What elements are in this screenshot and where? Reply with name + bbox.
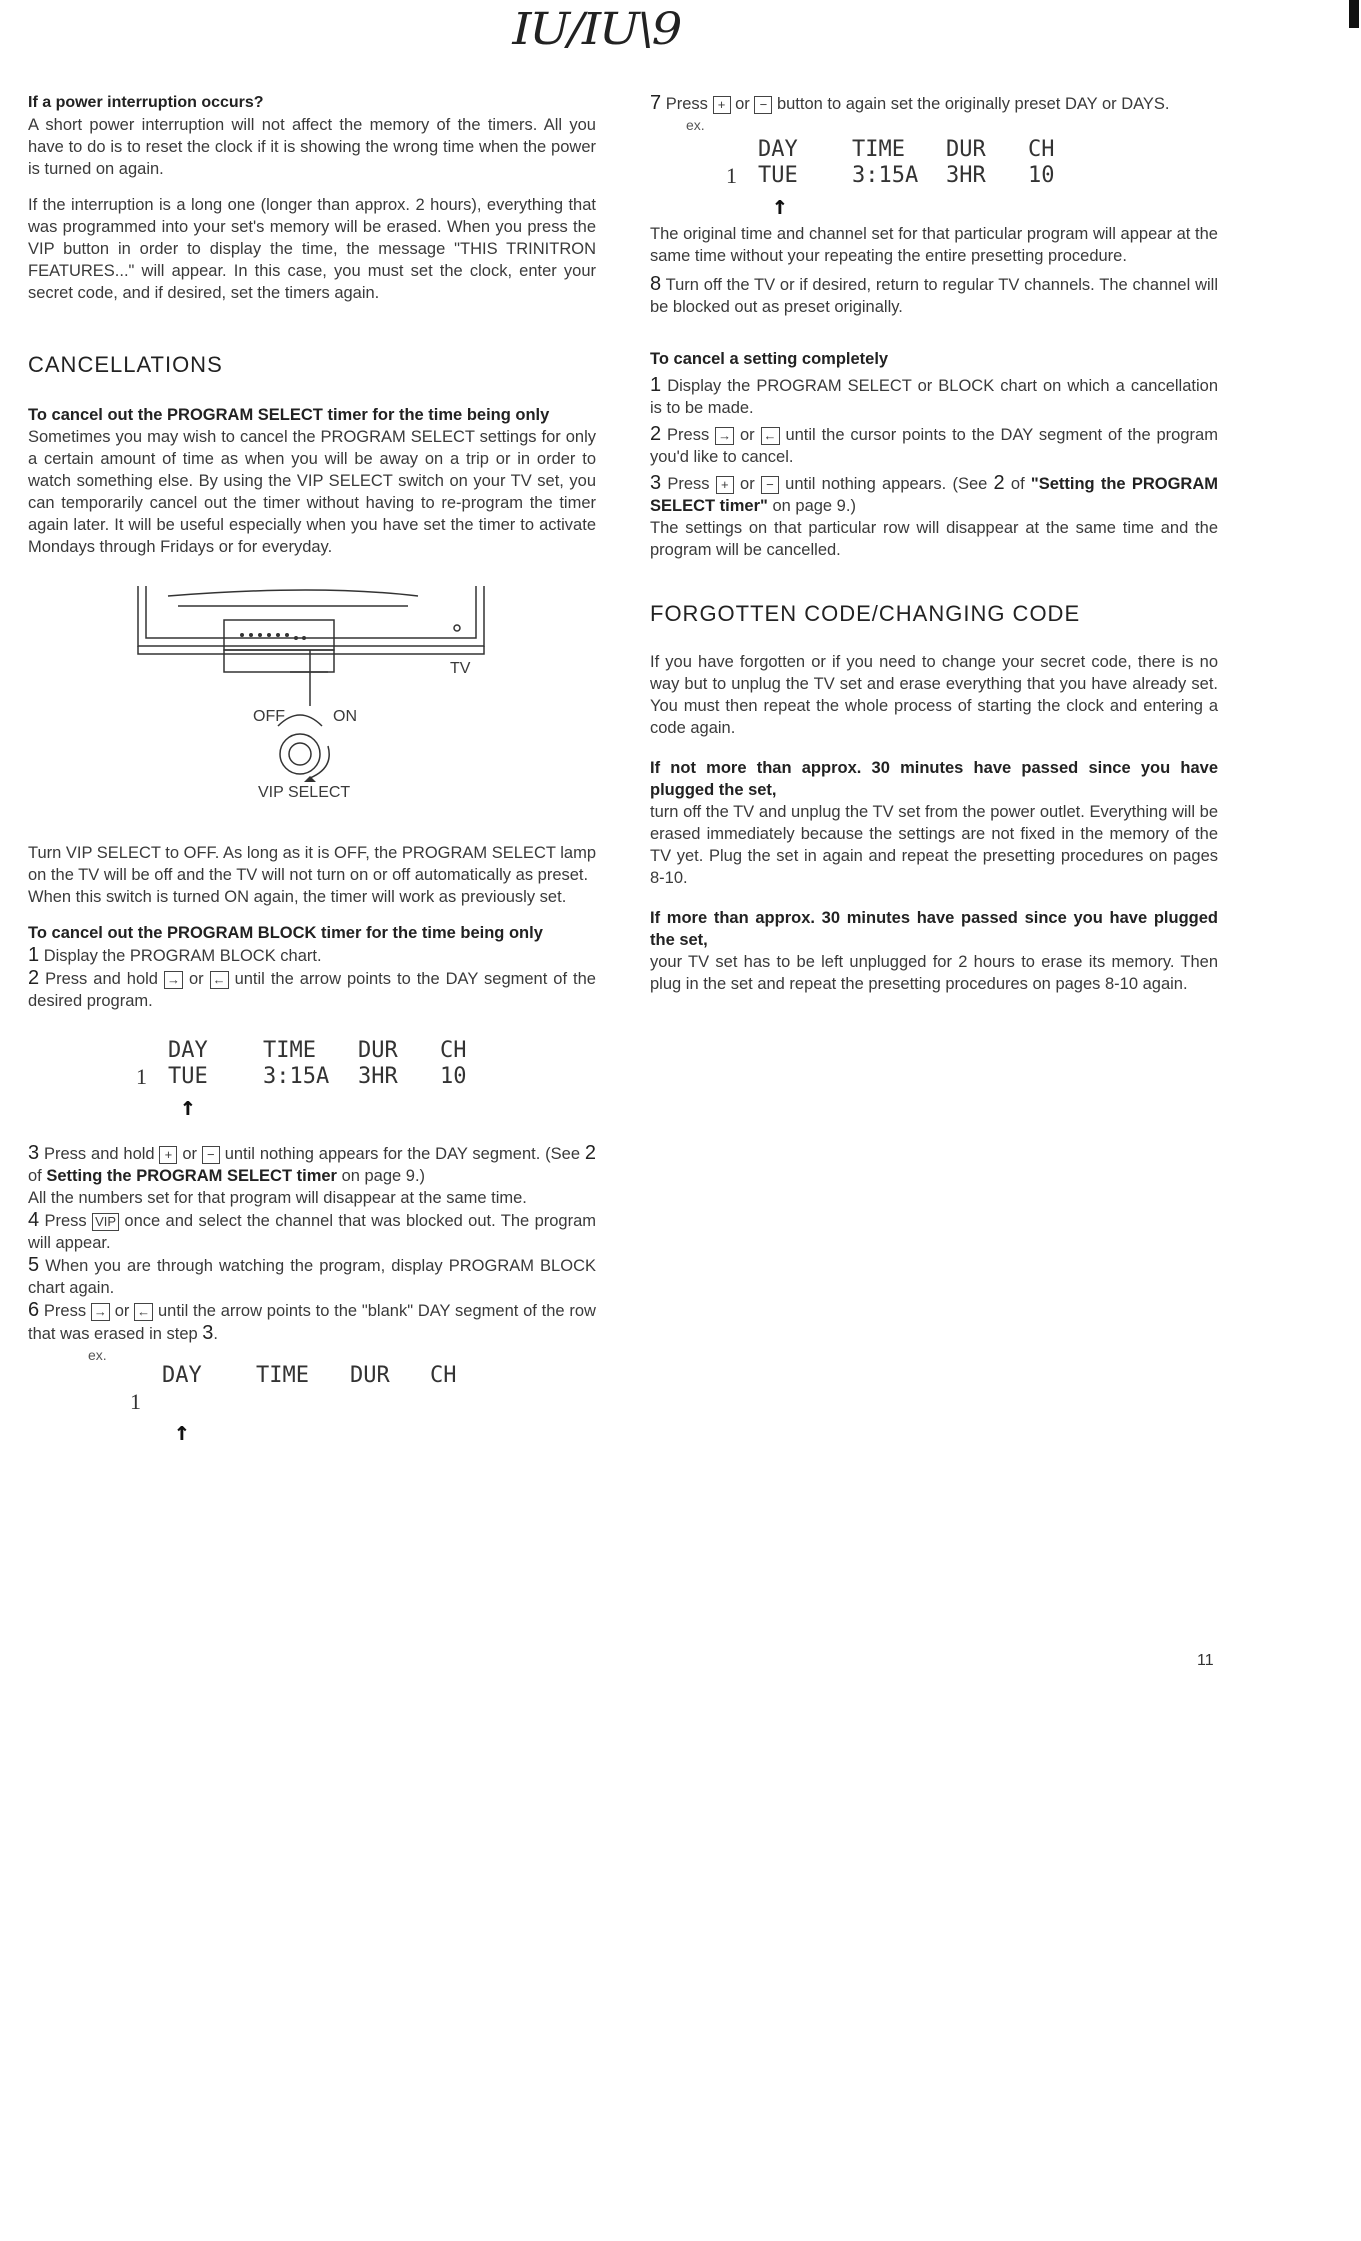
cancel-step-1: 1 Display the PROGRAM SELECT or BLOCK chart on which a cancellation is to be made. <box>650 374 1219 417</box>
left-arrow-key-icon: ← <box>761 427 780 445</box>
power-heading: If a power interruption occurs? <box>28 94 264 111</box>
program-block-heading: To cancel out the PROGRAM BLOCK timer for the time being only <box>28 924 543 942</box>
pb-step-6: 6 Press → or ← until the arrow points to the "blank" DAY segment of the row that was erased in step 3. <box>28 1299 596 1344</box>
handwritten-header-mark: IU/IU\9 <box>512 4 681 55</box>
pb-step-1: 1 Display the PROGRAM BLOCK chart. <box>28 944 322 966</box>
program-block-display-1: DAY TIME DUR CH 1 TUE 3:15A 3HR 10 ↑ <box>136 1038 467 1122</box>
cancel-step-2: 2 Press → or ← until the cursor points to the DAY segment of the program you'd like to cancel. <box>650 423 1218 466</box>
example-label: ex. <box>88 1347 107 1363</box>
under-30-min-paragraph: turn off the TV and unplug the TV set from the power outlet. Everything will be erased immediately because the settings are not fixed in the memory of the TV yet. Plug the set in again and repeat the presetting procedures on pages 8-10. <box>650 803 1218 887</box>
pb-step-3: 3 Press and hold + or − until nothing appears for the DAY segment. (See 2 of Setting the PROGRAM SELECT timer on page 9.) <box>28 1142 596 1185</box>
tv-switch-illustration <box>28 576 596 876</box>
example-label: ex. <box>686 117 705 133</box>
plus-key-icon: + <box>159 1146 177 1164</box>
vip-off-paragraph: Turn VIP SELECT to OFF. As long as it is OFF, the PROGRAM SELECT lamp on the TV will be off and the TV will not turn on or off automatically as preset. <box>28 844 596 884</box>
cancel-step-3: 3 Press + or − until nothing appears. (See 2 of "Setting the PROGRAM SELECT timer" on page 9.) <box>650 472 1218 515</box>
step-7-note: The original time and channel set for that particular program will appear at the same time without your repeating the entire presetting procedure. <box>650 225 1218 265</box>
right-arrow-key-icon: → <box>164 971 183 989</box>
cursor-arrow-icon: ↑ <box>174 1417 190 1447</box>
pb-step-3-note: All the numbers set for that program will disappear at the same time. <box>28 1189 527 1207</box>
step-8: 8 Turn off the TV or if desired, return to regular TV channels. The channel will be blocked out as preset originally. <box>650 273 1218 316</box>
off-label: OFF <box>253 708 285 725</box>
pb-step-4: 4 Press VIP once and select the channel that was blocked out. The program will appear. <box>28 1209 597 1252</box>
power-paragraph-1: A short power interruption will not affect the memory of the timers. All you have to do is to reset the clock if it is showing the wrong time when the power is turned on again. <box>28 116 596 178</box>
left-arrow-key-icon: ← <box>210 971 229 989</box>
right-arrow-key-icon: → <box>715 427 734 445</box>
step-7: 7 Press + or − button to again set the originally preset DAY or DAYS. <box>650 92 1170 114</box>
right-arrow-key-icon: → <box>91 1303 110 1321</box>
pb-step-2: 2 Press and hold → or ← until the arrow points to the DAY segment of the desired program. <box>28 967 596 1010</box>
on-label: ON <box>333 708 357 725</box>
power-paragraph-2: If the interruption is a long one (longer than approx. 2 hours), everything that was programmed into your set's memory will be erased. When you press the VIP button in order to display the time, the message "THIS TRINITRON FEATURES..." will appear. In this case, you must set the clock, enter your secret code, and if desired, set the timers again. <box>28 196 596 302</box>
program-block-display-2: DAY TIME DUR CH 1 ↑ <box>130 1363 457 1447</box>
plus-key-icon: + <box>713 96 731 114</box>
pb-step-5: 5 When you are through watching the program, display PROGRAM BLOCK chart again. <box>28 1254 596 1297</box>
right-column <box>650 92 1218 995</box>
left-arrow-key-icon: ← <box>134 1303 153 1321</box>
plus-key-icon: + <box>716 476 734 494</box>
program-select-heading: To cancel out the PROGRAM SELECT timer for the time being only <box>28 406 550 424</box>
vip-select-label: VIP SELECT <box>258 784 351 801</box>
minus-key-icon: − <box>761 476 779 494</box>
cancellations-heading: CANCELLATIONS <box>28 352 223 377</box>
left-column <box>28 92 596 1451</box>
cancel-step-3-note: The settings on that particular row will disappear at the same time and the program will be cancelled. <box>650 519 1218 559</box>
vip-on-paragraph: When this switch is turned ON again, the timer will work as previously set. <box>28 888 567 906</box>
page-number: 11 <box>1197 1652 1214 1669</box>
tv-label: TV <box>450 660 471 677</box>
minus-key-icon: − <box>202 1146 220 1164</box>
edge-registration-mark <box>1349 0 1359 28</box>
forgotten-code-paragraph: If you have forgotten or if you need to change your secret code, there is no way but to unplug the TV set and erase everything that you have already set. You must then repeat the whole process of starting the clock and entering a code again. <box>650 653 1218 737</box>
under-30-min-heading: If not more than approx. 30 minutes have passed since you have plugged the set, <box>650 759 1218 799</box>
forgotten-code-heading: FORGOTTEN CODE/CHANGING CODE <box>650 601 1081 626</box>
over-30-min-heading: If more than approx. 30 minutes have passed since you have plugged the set, <box>650 909 1218 949</box>
program-select-body: Sometimes you may wish to cancel the PROGRAM SELECT settings for only a certain amount of time as when you will be away on a trip or in order to watch something else. By using the VIP SELECT switch on your TV set, you can temporarily cancel out the timer without having to re-program the timer again later. It will be useful especially when you have set the timer to activate Mondays through Fridays or for everyday. <box>28 428 596 556</box>
vip-key-icon: VIP <box>92 1213 119 1231</box>
vip-select-figure <box>28 576 596 876</box>
over-30-min-paragraph: your TV set has to be left unplugged for 2 hours to erase its memory. Then plug in the set and repeat the presetting procedures on pages 8-10 again. <box>650 953 1218 993</box>
cursor-arrow-icon: ↑ <box>772 191 788 221</box>
program-select-display: DAY TIME DUR CH 1 TUE 3:15A 3HR 10 ↑ <box>726 137 1055 221</box>
cancel-completely-heading: To cancel a setting completely <box>650 350 889 368</box>
cursor-arrow-icon: ↑ <box>180 1092 196 1122</box>
minus-key-icon: − <box>754 96 772 114</box>
